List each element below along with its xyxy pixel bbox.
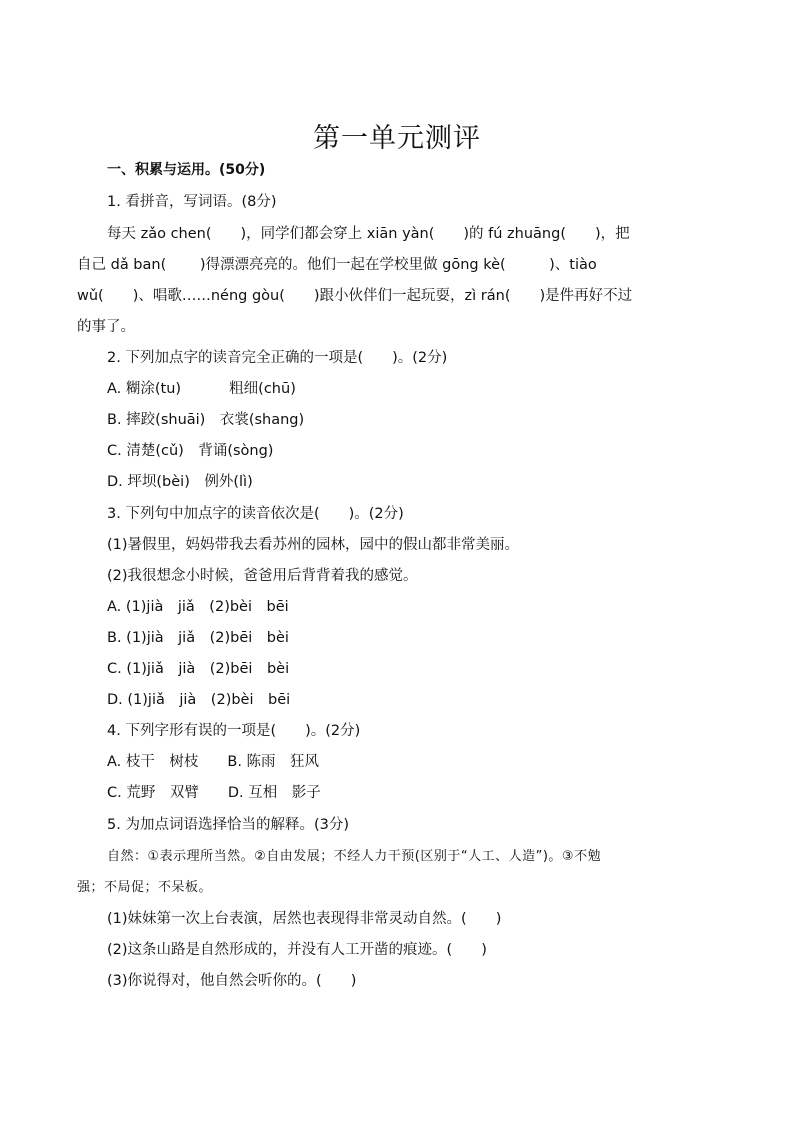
page-title: 第一单元测评 (313, 123, 481, 154)
question-5-heading: 5. 为加点词语选择恰当的解释。(3分) (107, 817, 349, 833)
question-3-option-a: A. (1)jià jiǎ (2)bèi bēi (107, 599, 289, 615)
question-4-options-ab: A. 枝干 树枝 B. 陈雨 狂风 (107, 754, 320, 770)
question-3-sentence-2: (2)我很想念小时候，爸爸用后背背着我的感觉。 (107, 568, 418, 584)
question-1-line-3: wǔ( )、唱歌……néng gòu( )跟小伙伴们一起玩耍，zì rán( )是件再好不过 (77, 288, 633, 304)
question-3-option-c: C. (1)jiǎ jià (2)bēi bèi (107, 661, 290, 677)
question-5-definition-line-2: 强；不局促；不呆板。 (77, 880, 213, 895)
question-2-option-d: D. 坪坝(bèi) 例外(lì) (107, 474, 253, 490)
question-5-sentence-3: (3)你说得对，他自然会听你的。( ) (107, 973, 357, 989)
question-1-line-1: 每天 zǎo chen( )，同学们都会穿上 xiān yàn( )的 fú zhuāng( )，把 (107, 226, 630, 242)
question-5-definition-line-1: 自然：①表示理所当然。②自由发展；不经人力干预(区别于“人工、人造”)。③不勉 (107, 849, 602, 864)
question-5-sentence-2: (2)这条山路是自然形成的，并没有人工开凿的痕迹。( ) (107, 942, 487, 958)
question-5-sentence-1: (1)妹妹第一次上台表演，居然也表现得非常灵动自然。( ) (107, 911, 502, 927)
question-3-option-d: D. (1)jiǎ jià (2)bèi bēi (107, 692, 291, 708)
question-2-option-b: B. 摔跤(shuāi) 衣裳(shang) (107, 412, 305, 428)
question-2-option-c: C. 清楚(cǔ) 背诵(sòng) (107, 443, 274, 459)
question-2-heading: 2. 下列加点字的读音完全正确的一项是( )。(2分) (107, 350, 448, 366)
question-1-line-4: 的事了。 (77, 319, 135, 335)
question-3-sentence-1: (1)暑假里，妈妈带我去看苏州的园林，园中的假山都非常美丽。 (107, 537, 520, 553)
question-3-heading: 3. 下列句中加点字的读音依次是( )。(2分) (107, 506, 404, 522)
section-heading: 一、积累与运用。(50分) (107, 162, 266, 178)
question-2-option-a: A. 糊涂(tu) 粗细(chū) (107, 381, 296, 397)
question-1-line-2: 自己 dǎ ban( )得漂漂亮亮的。他们一起在学校里做 gōng kè( )、tiào (77, 257, 597, 273)
question-4-heading: 4. 下列字形有误的一项是( )。(2分) (107, 723, 361, 739)
question-4-options-cd: C. 荒野 双臂 D. 互相 影子 (107, 785, 321, 801)
question-3-option-b: B. (1)jià jiǎ (2)bēi bèi (107, 630, 289, 646)
question-1-heading: 1. 看拼音，写词语。(8分) (107, 194, 277, 210)
